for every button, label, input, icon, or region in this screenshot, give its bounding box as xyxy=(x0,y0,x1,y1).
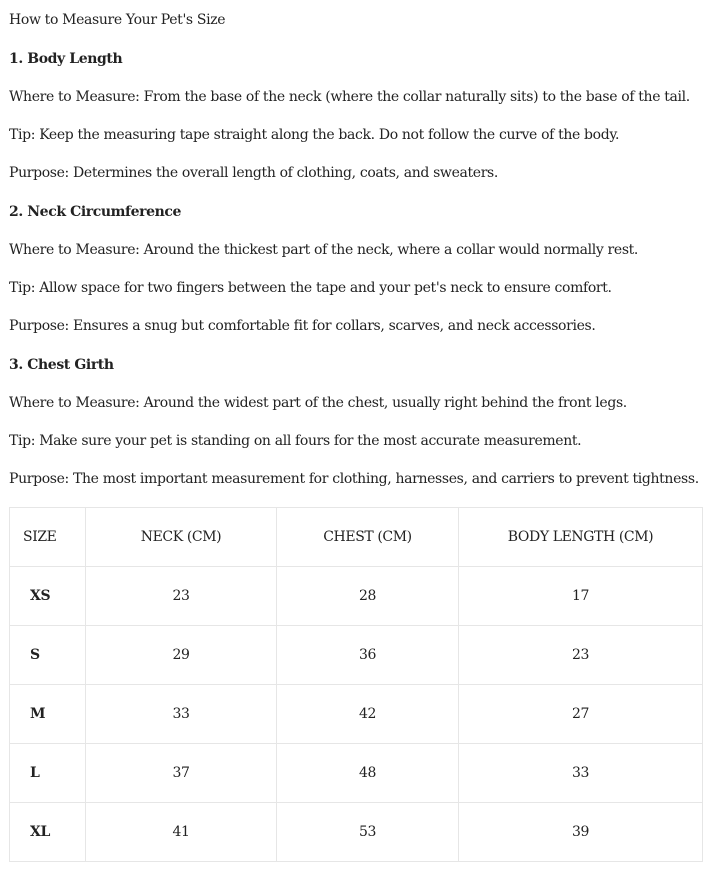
header-chest: CHEST (CM) xyxy=(277,508,459,567)
section-heading-neck: 2. Neck Circumference xyxy=(9,204,182,220)
neck-cell: 29 xyxy=(86,626,277,685)
chest-tip: Tip: Make sure your pet is standing on all fours for the most accurate measurement. xyxy=(9,433,582,449)
page-title: How to Measure Your Pet's Size xyxy=(9,12,226,28)
chest-where: Where to Measure: Around the widest part of the chest, usually right behind the front legs. xyxy=(9,395,627,411)
body-length-purpose: Purpose: Determines the overall length of clothing, coats, and sweaters. xyxy=(9,165,498,181)
size-cell: XS xyxy=(10,567,86,626)
table-row xyxy=(10,803,703,862)
neck-where: Where to Measure: Around the thickest part of the neck, where a collar would normally rest. xyxy=(9,242,639,258)
size-chart-table xyxy=(9,507,703,862)
chest-cell: 48 xyxy=(277,744,459,803)
neck-cell: 33 xyxy=(86,685,277,744)
neck-cell: 41 xyxy=(86,803,277,862)
chest-cell: 42 xyxy=(277,685,459,744)
body-length-cell: 39 xyxy=(459,803,703,862)
header-size: SIZE xyxy=(10,508,86,567)
header-neck: NECK (CM) xyxy=(86,508,277,567)
chest-cell: 36 xyxy=(277,626,459,685)
table-header-row xyxy=(10,508,703,567)
section-heading-body-length: 1. Body Length xyxy=(9,51,123,67)
chest-cell: 53 xyxy=(277,803,459,862)
size-cell: XL xyxy=(10,803,86,862)
neck-cell: 37 xyxy=(86,744,277,803)
body-length-cell: 33 xyxy=(459,744,703,803)
header-body-length: BODY LENGTH (CM) xyxy=(459,508,703,567)
table-row xyxy=(10,567,703,626)
neck-tip: Tip: Allow space for two fingers between the tape and your pet's neck to ensure comfort. xyxy=(9,280,612,296)
chest-cell: 28 xyxy=(277,567,459,626)
size-cell: L xyxy=(10,744,86,803)
table-row xyxy=(10,626,703,685)
size-cell: S xyxy=(10,626,86,685)
body-length-cell: 17 xyxy=(459,567,703,626)
section-heading-chest: 3. Chest Girth xyxy=(9,357,114,373)
body-length-cell: 23 xyxy=(459,626,703,685)
table-row xyxy=(10,685,703,744)
body-length-tip: Tip: Keep the measuring tape straight along the back. Do not follow the curve of the body. xyxy=(9,127,620,143)
body-length-cell: 27 xyxy=(459,685,703,744)
neck-cell: 23 xyxy=(86,567,277,626)
body-length-where: Where to Measure: From the base of the neck (where the collar naturally sits) to the base of the tail. xyxy=(9,89,690,105)
table-row xyxy=(10,744,703,803)
size-cell: M xyxy=(10,685,86,744)
chest-purpose: Purpose: The most important measurement for clothing, harnesses, and carriers to prevent tightness. xyxy=(9,471,699,487)
neck-purpose: Purpose: Ensures a snug but comfortable fit for collars, scarves, and neck accessories. xyxy=(9,318,596,334)
